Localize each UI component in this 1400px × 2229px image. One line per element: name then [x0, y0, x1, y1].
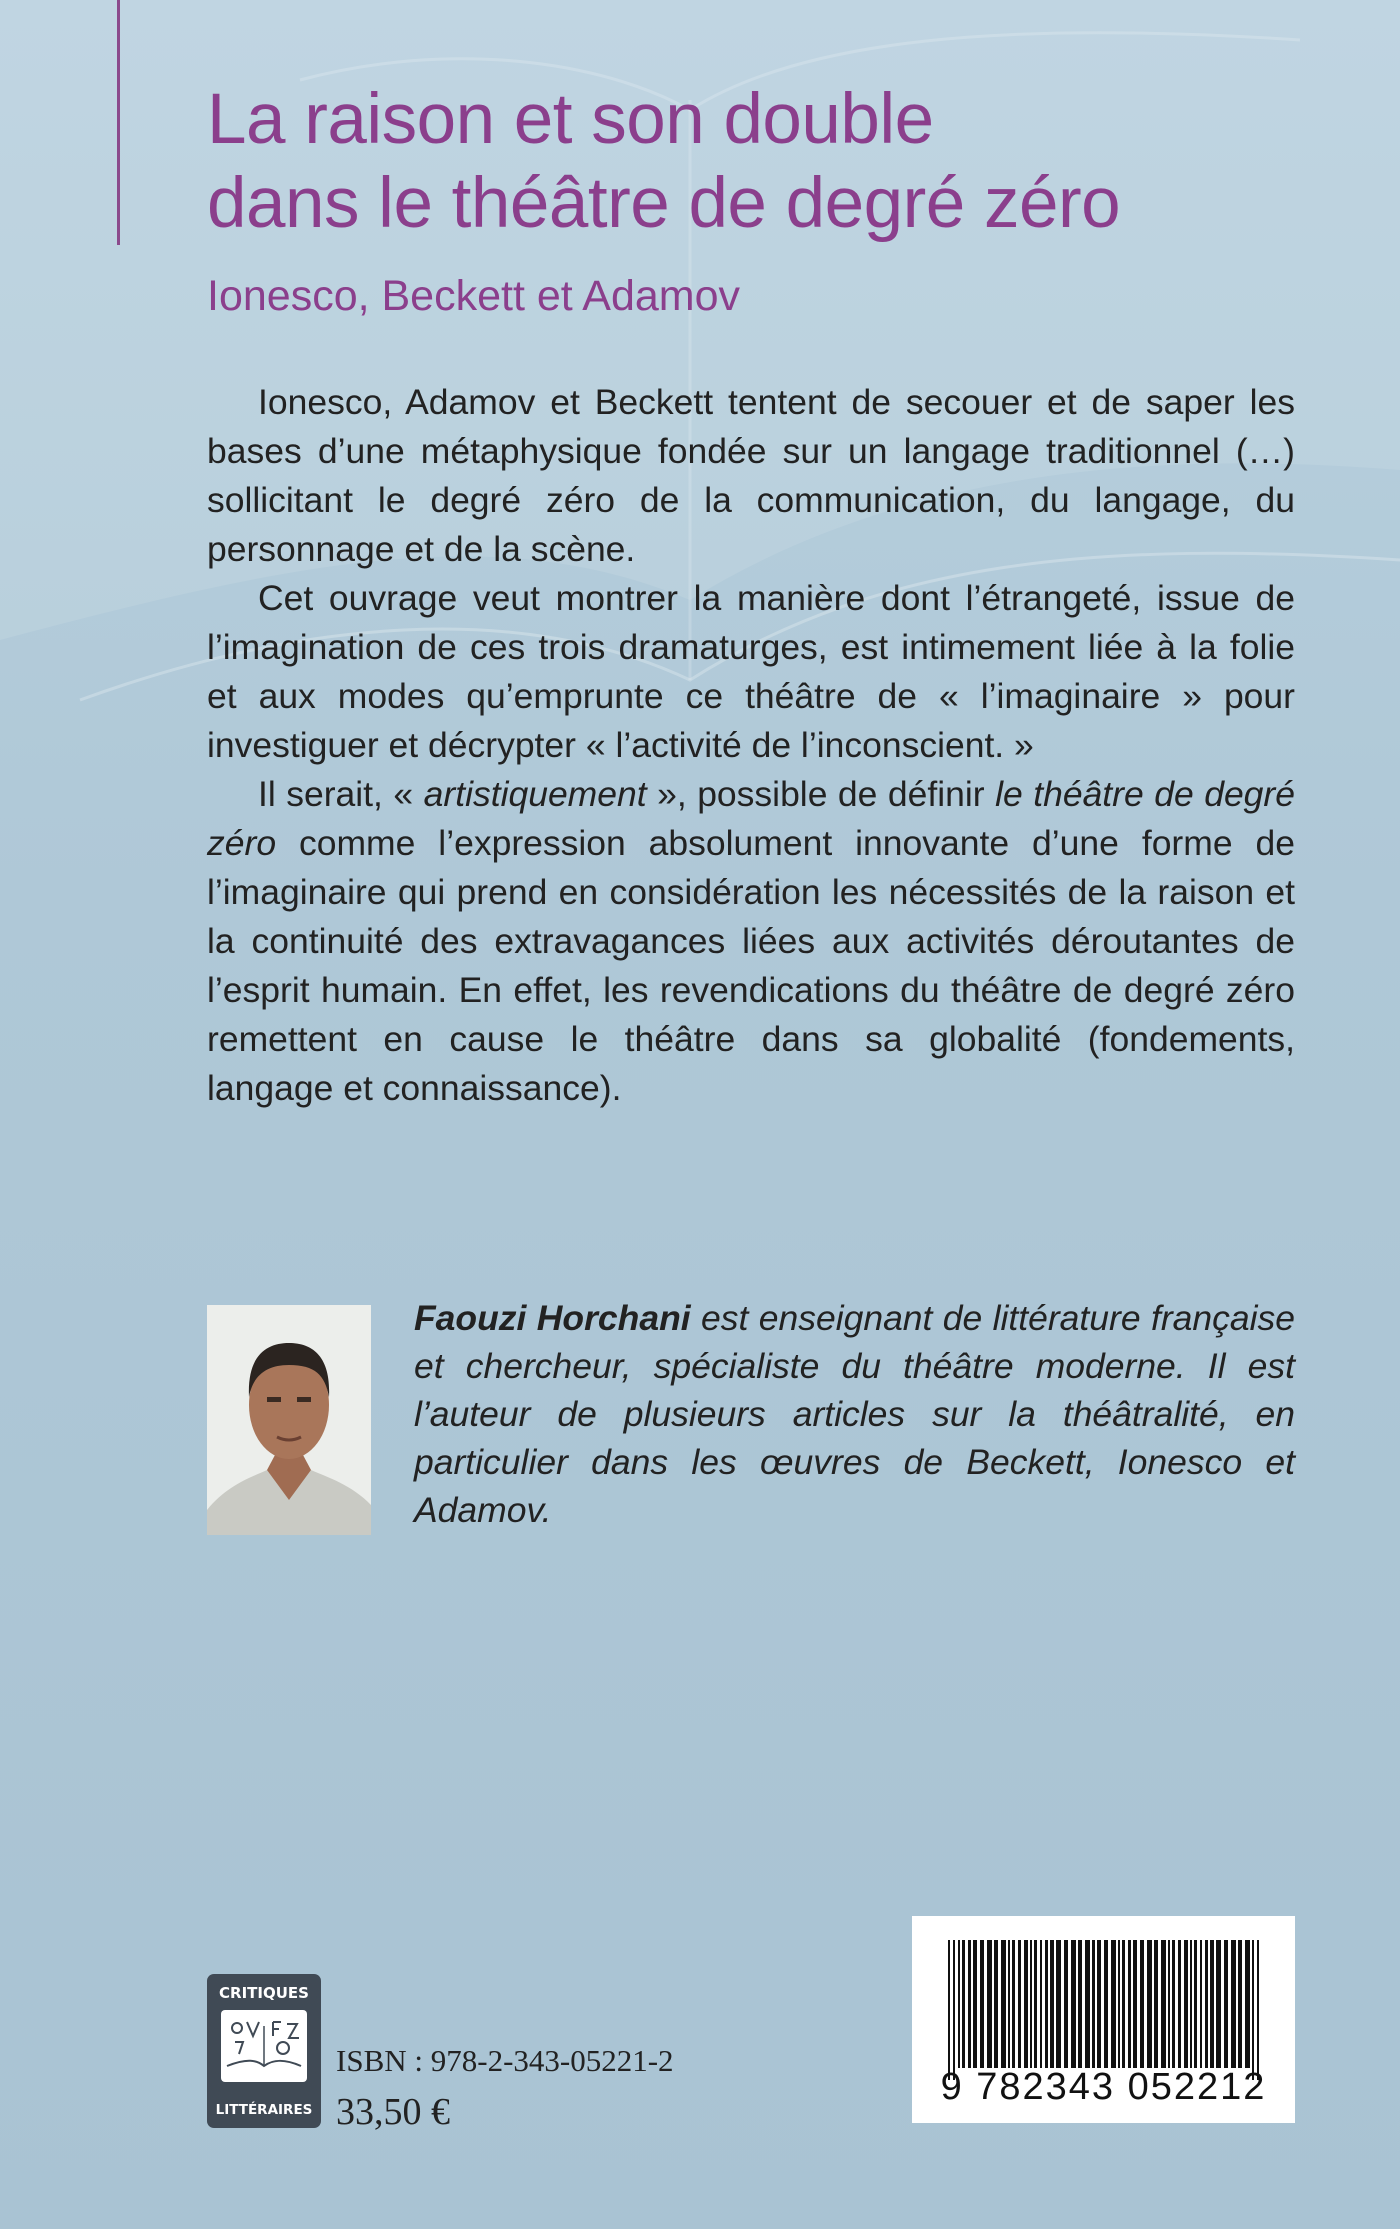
summary-text — [207, 378, 1295, 1113]
barcode-bar — [1024, 1940, 1028, 2068]
barcode-bar — [1161, 1940, 1166, 2068]
series-logo — [207, 1974, 321, 2128]
barcode-bar — [1034, 1940, 1037, 2068]
barcode-bar — [1030, 1940, 1032, 2068]
series-logo-top: CRITIQUES — [219, 1984, 309, 2002]
author-bio — [414, 1294, 1295, 1534]
barcode-bar — [1012, 1940, 1015, 2068]
barcode-bar — [1078, 1940, 1082, 2068]
barcode-bar — [987, 1940, 992, 2068]
barcode-bar — [1050, 1940, 1054, 2068]
barcode-bar — [1111, 1940, 1116, 2068]
barcode-bar — [1231, 1940, 1236, 2068]
barcode-bar — [1216, 1940, 1221, 2068]
barcode-guard-bar — [953, 1940, 955, 2080]
p3-italic-a: artistiquement — [423, 774, 647, 814]
barcode-bar — [1104, 1940, 1108, 2068]
author-bio-text: est enseignant de littérature française et chercheur, spécialiste du théâtre moderne. Il est l’auteur de plusieurs articles sur la théâtralité, en particulier dans les œuvres de Beckett, Ionesco et Adamov. — [414, 1298, 1296, 1530]
barcode-bar — [1122, 1940, 1125, 2068]
p3-italic-b: le théâtre de degré zéro — [207, 774, 1295, 863]
barcode-bar — [1045, 1940, 1048, 2068]
barcode-bar — [1133, 1940, 1137, 2068]
barcode-digits: 9 782343 052212 — [940, 2066, 1267, 2108]
p3-part-a: Il serait, « — [258, 774, 424, 814]
barcode-guard-bar — [948, 1940, 950, 2080]
summary-paragraph-2: Cet ouvrage veut montrer la manière dont l’étrangeté, issue de l’imagination de ces trois dramaturges, est intimement liée à la folie et aux modes qu’emprunte ce théâtre de « l’imaginaire » pour investiguer et décrypter « l’activité de l’inconscient. » — [207, 578, 1295, 765]
book-letters-icon — [217, 2006, 311, 2086]
barcode-bar — [962, 1940, 965, 2068]
summary-paragraph-3 — [207, 770, 1295, 1113]
barcode — [912, 1916, 1295, 2123]
barcode-bar — [1097, 1940, 1101, 2068]
barcode-bar — [1154, 1940, 1158, 2068]
series-logo-bottom: LITTÉRAIRES — [215, 2102, 313, 2118]
title-line-2: dans le théâtre de degré zéro — [207, 164, 1121, 243]
barcode-guard-bar — [1257, 1940, 1259, 2080]
p3-part-e: comme l’expression absolument innovante d’une forme de l’imaginaire qui prend en considération les nécessités de la raison et la continuité des extravagances liées aux activités déroutantes de l’esprit humain. En effet, les revendications du théâtre de degré zéro remettent en cause le théâtre dans sa globalité (fondements, langage et connaissance). — [207, 823, 1295, 1108]
barcode-bar — [1071, 1940, 1076, 2068]
barcode-bar — [1190, 1940, 1192, 2068]
barcode-bar — [1224, 1940, 1228, 2068]
barcode-bar — [1147, 1940, 1152, 2068]
accent-bar — [117, 0, 120, 245]
barcode-bar — [1092, 1940, 1095, 2068]
barcode-guard-bar — [1252, 1940, 1254, 2080]
barcode-bar — [1056, 1940, 1061, 2068]
p3-part-c: », possible de définir — [646, 774, 996, 814]
title-line-1: La raison et son double — [207, 80, 934, 159]
book-title — [207, 78, 1357, 246]
barcode-bar — [1008, 1940, 1010, 2068]
barcode-bar — [1184, 1940, 1188, 2068]
barcode-bar — [1205, 1940, 1208, 2068]
barcode-bar — [973, 1940, 977, 2068]
barcode-bar — [980, 1940, 984, 2068]
barcode-bar — [1001, 1940, 1006, 2068]
barcode-bar — [1178, 1940, 1181, 2068]
isbn: ISBN : 978-2-343-05221-2 — [336, 2043, 674, 2078]
barcode-bar — [1172, 1940, 1175, 2068]
summary-paragraph-1: Ionesco, Adamov et Beckett tentent de secouer et de saper les bases d’une métaphysique fondée sur un langage traditionnel (…) sollicitant le degré zéro de la communication, du langage, du personnage et de la scène. — [207, 382, 1295, 569]
barcode-bar — [1018, 1940, 1021, 2068]
barcode-bar — [1210, 1940, 1214, 2068]
barcode-bar — [1085, 1940, 1090, 2068]
barcode-bar — [1128, 1940, 1131, 2068]
barcode-bar — [994, 1940, 998, 2068]
barcode-bar — [968, 1940, 971, 2068]
price: 33,50 € — [336, 2091, 450, 2133]
barcode-bar — [1064, 1940, 1068, 2068]
barcode-bar — [1118, 1940, 1120, 2068]
barcode-bar — [1200, 1940, 1202, 2068]
barcode-bar — [1040, 1940, 1042, 2068]
barcode-bar — [1140, 1940, 1144, 2068]
barcode-bar — [1194, 1940, 1197, 2068]
book-subtitle: Ionesco, Beckett et Adamov — [207, 272, 741, 320]
barcode-bar — [1245, 1940, 1250, 2068]
barcode-bar — [1238, 1940, 1242, 2068]
barcode-bar — [1168, 1940, 1170, 2068]
author-name: Faouzi Horchani — [414, 1298, 691, 1338]
author-photo — [207, 1305, 371, 1535]
barcode-bar — [958, 1940, 960, 2068]
